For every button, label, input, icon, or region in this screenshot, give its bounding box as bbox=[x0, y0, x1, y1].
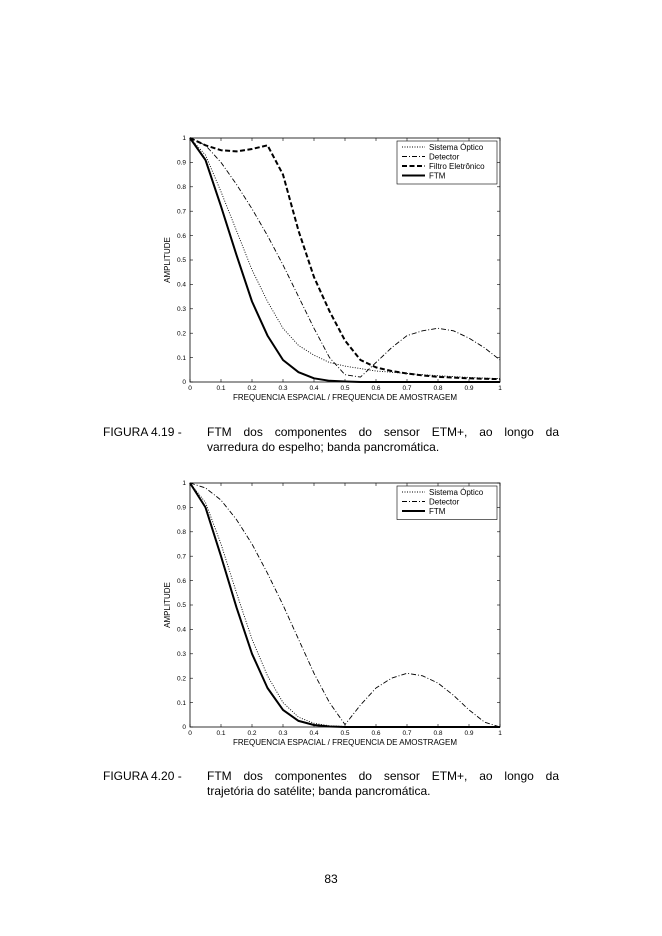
y-tick-label: 0.9 bbox=[176, 504, 186, 512]
x-tick-label: 0.6 bbox=[371, 730, 381, 737]
x-tick-label: 0.2 bbox=[247, 730, 257, 737]
chart-figure-4-20 bbox=[155, 477, 515, 752]
x-tick-label: 0.5 bbox=[340, 730, 350, 737]
y-tick-label: 1 bbox=[182, 135, 186, 143]
x-tick-label: 0.4 bbox=[309, 385, 319, 392]
legend-label: Detector bbox=[429, 497, 460, 507]
x-tick-label: 0.7 bbox=[402, 730, 412, 737]
caption-text-continuation: varredura do espelho; banda pancromática. bbox=[207, 440, 440, 454]
legend-label: FTM bbox=[429, 506, 446, 516]
x-tick-label: 0 bbox=[188, 385, 192, 392]
x-tick-label: 0.8 bbox=[433, 730, 443, 737]
figure-caption-4-20 bbox=[103, 769, 559, 799]
caption-text: FTM dos componentes do sensor ETM+, ao longo da bbox=[207, 769, 559, 783]
y-tick-label: 0.2 bbox=[176, 330, 186, 338]
x-axis-label: FREQUENCIA ESPACIAL / FREQUENCIA DE AMOSTRAGEM bbox=[232, 393, 458, 402]
y-axis-label: AMPLITUDE bbox=[163, 237, 172, 283]
x-tick-label: 0.5 bbox=[340, 385, 350, 392]
x-tick-label: 0.3 bbox=[278, 385, 288, 392]
y-tick-label: 0.1 bbox=[176, 354, 186, 362]
x-tick-label: 0.6 bbox=[371, 385, 381, 392]
y-axis-label: AMPLITUDE bbox=[163, 582, 172, 628]
y-tick-label: 0.5 bbox=[176, 602, 186, 610]
y-tick-label: 0.9 bbox=[176, 159, 186, 167]
legend bbox=[397, 141, 497, 184]
y-tick-label: 0 bbox=[182, 379, 186, 387]
legend-label: Sistema Óptico bbox=[429, 487, 484, 497]
x-tick-label: 0.7 bbox=[402, 385, 412, 392]
legend bbox=[397, 486, 497, 520]
y-tick-label: 0.1 bbox=[176, 699, 186, 707]
y-tick-label: 0.7 bbox=[176, 208, 186, 216]
y-tick-label: 0.4 bbox=[176, 281, 186, 289]
x-tick-label: 1 bbox=[498, 385, 502, 392]
legend-label: Detector bbox=[429, 152, 460, 162]
legend-label: Sistema Óptico bbox=[429, 142, 484, 152]
chart-figure-4-19 bbox=[155, 132, 515, 407]
figure-caption-4-19 bbox=[103, 425, 559, 455]
x-tick-label: 0.1 bbox=[216, 730, 226, 737]
x-axis-label: FREQUENCIA ESPACIAL / FREQUENCIA DE AMOSTRAGEM bbox=[232, 738, 458, 747]
y-tick-label: 0.4 bbox=[176, 626, 186, 634]
x-tick-label: 0.9 bbox=[464, 730, 474, 737]
y-tick-label: 0.7 bbox=[176, 553, 186, 561]
y-tick-label: 0.6 bbox=[176, 232, 186, 240]
x-tick-label: 0.8 bbox=[433, 385, 443, 392]
y-tick-label: 0.6 bbox=[176, 577, 186, 585]
y-tick-label: 0.3 bbox=[176, 306, 186, 313]
legend-label: Filtro Eletrônico bbox=[429, 161, 485, 171]
y-tick-label: 0.5 bbox=[176, 257, 186, 265]
caption-label: FIGURA 4.20 - bbox=[103, 769, 182, 783]
x-tick-label: 0.3 bbox=[278, 730, 288, 737]
y-tick-label: 1 bbox=[182, 480, 186, 488]
legend-label: FTM bbox=[429, 171, 446, 181]
caption-label: FIGURA 4.19 - bbox=[103, 425, 182, 439]
y-tick-label: 0.8 bbox=[176, 529, 186, 536]
x-tick-label: 0.9 bbox=[464, 385, 474, 392]
x-tick-label: 0.2 bbox=[247, 385, 257, 392]
y-tick-label: 0 bbox=[182, 724, 186, 732]
x-tick-label: 1 bbox=[498, 730, 502, 737]
y-tick-label: 0.2 bbox=[176, 675, 186, 683]
x-tick-label: 0.4 bbox=[309, 730, 319, 737]
x-tick-label: 0 bbox=[188, 730, 192, 737]
caption-text: FTM dos componentes do sensor ETM+, ao longo da bbox=[207, 425, 559, 439]
x-tick-label: 0.1 bbox=[216, 385, 226, 392]
y-tick-label: 0.3 bbox=[176, 651, 186, 658]
y-tick-label: 0.8 bbox=[176, 184, 186, 191]
caption-text-continuation: trajetória do satélite; banda pancromática. bbox=[207, 784, 431, 798]
page-number: 83 bbox=[324, 872, 338, 886]
